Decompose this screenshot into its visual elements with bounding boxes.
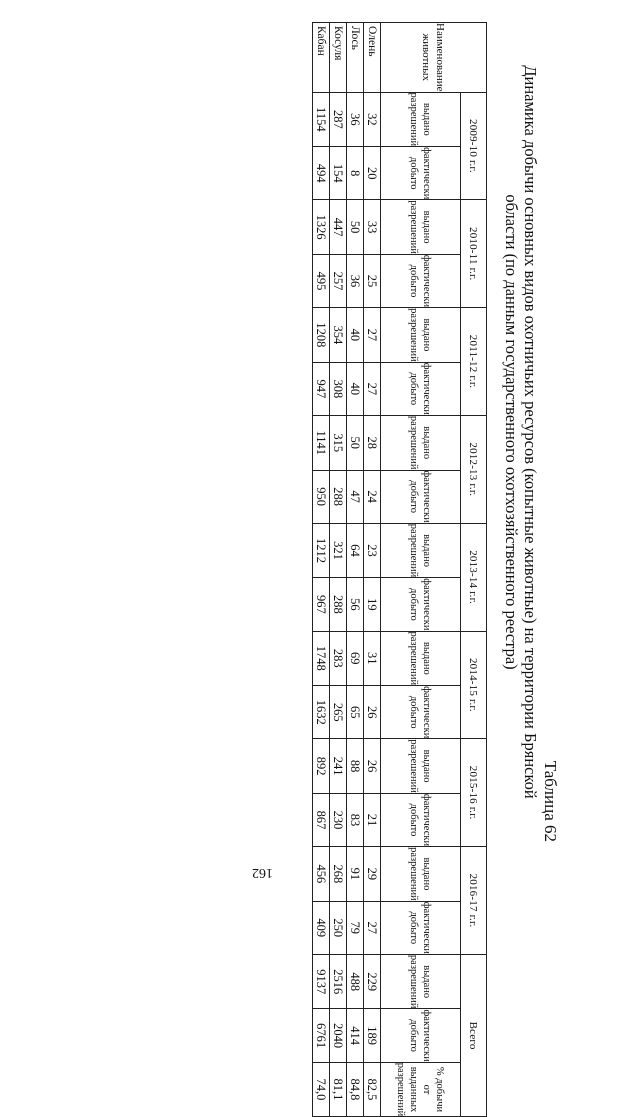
value-cell: 189 [364, 1009, 381, 1062]
value-cell: 321 [330, 523, 347, 578]
value-cell: 50 [347, 415, 364, 470]
table-body [313, 23, 381, 1117]
animal-name-cell: Кабан [313, 23, 330, 93]
value-cell: 27 [364, 901, 381, 954]
value-cell: 154 [330, 147, 347, 200]
table-number: Таблица 62 [541, 760, 560, 842]
actual-harvest-header: фактически добыто [381, 793, 461, 846]
animal-name-cell: Косуля [330, 23, 347, 93]
period-header: 2011-12 г.г. [461, 308, 487, 416]
issued-permits-header: выдано разрешений [381, 200, 461, 255]
table-row [364, 23, 381, 1117]
value-cell: 83 [347, 793, 364, 846]
animal-name-cell: Олень [364, 23, 381, 93]
actual-harvest-header: фактически добыто [381, 1009, 461, 1062]
value-cell: 36 [347, 92, 364, 147]
value-cell: 56 [347, 578, 364, 631]
table-row [347, 23, 364, 1117]
value-cell: 23 [364, 523, 381, 578]
value-cell: 2040 [330, 1009, 347, 1062]
value-cell: 867 [313, 793, 330, 846]
value-cell: 354 [330, 308, 347, 363]
period-header: 2009-10 г.г. [461, 92, 487, 200]
value-cell: 20 [364, 147, 381, 200]
issued-permits-header: выдано разрешений [381, 308, 461, 363]
value-cell: 229 [364, 954, 381, 1009]
issued-permits-header: выдано разрешений [381, 92, 461, 147]
value-cell: 26 [364, 686, 381, 739]
value-cell: 28 [364, 415, 381, 470]
issued-permits-header: выдано разрешений [381, 523, 461, 578]
value-cell: 268 [330, 847, 347, 902]
actual-harvest-header: фактически добыто [381, 901, 461, 954]
table-row [313, 23, 330, 1117]
value-cell: 495 [313, 254, 330, 307]
value-cell: 1141 [313, 415, 330, 470]
value-cell: 1154 [313, 92, 330, 147]
value-cell: 967 [313, 578, 330, 631]
value-cell: 21 [364, 793, 381, 846]
hunting-resources-table [312, 22, 487, 1117]
animal-name-cell: Лось [347, 23, 364, 93]
period-header: 2012-13 г.г. [461, 415, 487, 523]
period-header: 2014-15 г.г. [461, 631, 487, 739]
period-header: 2010-11 г.г. [461, 200, 487, 308]
value-cell: 230 [330, 793, 347, 846]
value-cell: 947 [313, 362, 330, 415]
value-cell: 250 [330, 901, 347, 954]
actual-harvest-header: фактически добыто [381, 147, 461, 200]
actual-harvest-header: фактически добыто [381, 470, 461, 523]
issued-permits-header: выдано разрешений [381, 415, 461, 470]
value-cell: 79 [347, 901, 364, 954]
value-cell: 447 [330, 200, 347, 255]
period-header: 2015-16 г.г. [461, 739, 487, 847]
value-cell: 9137 [313, 954, 330, 1009]
actual-harvest-header: фактически добыто [381, 686, 461, 739]
issued-permits-header: выдано разрешений [381, 631, 461, 686]
value-cell: 892 [313, 739, 330, 794]
value-cell: 1632 [313, 686, 330, 739]
value-cell: 488 [347, 954, 364, 1009]
value-cell: 19 [364, 578, 381, 631]
page-number: 162 [252, 865, 273, 880]
issued-permits-header: выдано разрешений [381, 847, 461, 902]
value-cell: 241 [330, 739, 347, 794]
table-header-row [461, 23, 487, 1117]
value-cell: 82,5 [364, 1062, 381, 1117]
value-cell: 1208 [313, 308, 330, 363]
value-cell: 257 [330, 254, 347, 307]
value-cell: 31 [364, 631, 381, 686]
value-cell: 494 [313, 147, 330, 200]
value-cell: 456 [313, 847, 330, 902]
total-header: Всего [461, 954, 487, 1116]
value-cell: 287 [330, 92, 347, 147]
value-cell: 315 [330, 415, 347, 470]
value-cell: 47 [347, 470, 364, 523]
value-cell: 8 [347, 147, 364, 200]
issued-permits-header: выдано разрешений [381, 954, 461, 1009]
value-cell: 950 [313, 470, 330, 523]
table-title: Динамика добычи основных видов охотничьих ресурсов (копытные животные) на территории Брянской области (по данным государственного охотхозяйственного реестра) [502, 65, 540, 799]
issued-permits-header: выдано разрешений [381, 739, 461, 794]
value-cell: 32 [364, 92, 381, 147]
table-subheader-row [381, 23, 461, 1117]
value-cell: 29 [364, 847, 381, 902]
value-cell: 40 [347, 308, 364, 363]
value-cell: 33 [364, 200, 381, 255]
value-cell: 6761 [313, 1009, 330, 1062]
value-cell: 283 [330, 631, 347, 686]
value-cell: 27 [364, 308, 381, 363]
table-row [330, 23, 347, 1117]
value-cell: 74,0 [313, 1062, 330, 1117]
value-cell: 81,1 [330, 1062, 347, 1117]
percent-harvest-header: % добычи от выданных разрешений [381, 1062, 461, 1117]
value-cell: 36 [347, 254, 364, 307]
value-cell: 84,8 [347, 1062, 364, 1117]
value-cell: 40 [347, 362, 364, 415]
value-cell: 25 [364, 254, 381, 307]
value-cell: 64 [347, 523, 364, 578]
value-cell: 308 [330, 362, 347, 415]
value-cell: 65 [347, 686, 364, 739]
value-cell: 1326 [313, 200, 330, 255]
value-cell: 24 [364, 470, 381, 523]
value-cell: 288 [330, 578, 347, 631]
value-cell: 26 [364, 739, 381, 794]
period-header: 2016-17 г.г. [461, 847, 487, 955]
value-cell: 288 [330, 470, 347, 523]
value-cell: 265 [330, 686, 347, 739]
actual-harvest-header: фактически добыто [381, 362, 461, 415]
value-cell: 409 [313, 901, 330, 954]
value-cell: 88 [347, 739, 364, 794]
name-header: Наименование животных [381, 23, 487, 93]
value-cell: 69 [347, 631, 364, 686]
value-cell: 414 [347, 1009, 364, 1062]
actual-harvest-header: фактически добыто [381, 254, 461, 307]
actual-harvest-header: фактически добыто [381, 578, 461, 631]
value-cell: 1212 [313, 523, 330, 578]
value-cell: 91 [347, 847, 364, 902]
period-header: 2013-14 г.г. [461, 523, 487, 631]
value-cell: 1748 [313, 631, 330, 686]
value-cell: 50 [347, 200, 364, 255]
value-cell: 27 [364, 362, 381, 415]
value-cell: 2516 [330, 954, 347, 1009]
rotated-page-content [0, 22, 560, 1117]
